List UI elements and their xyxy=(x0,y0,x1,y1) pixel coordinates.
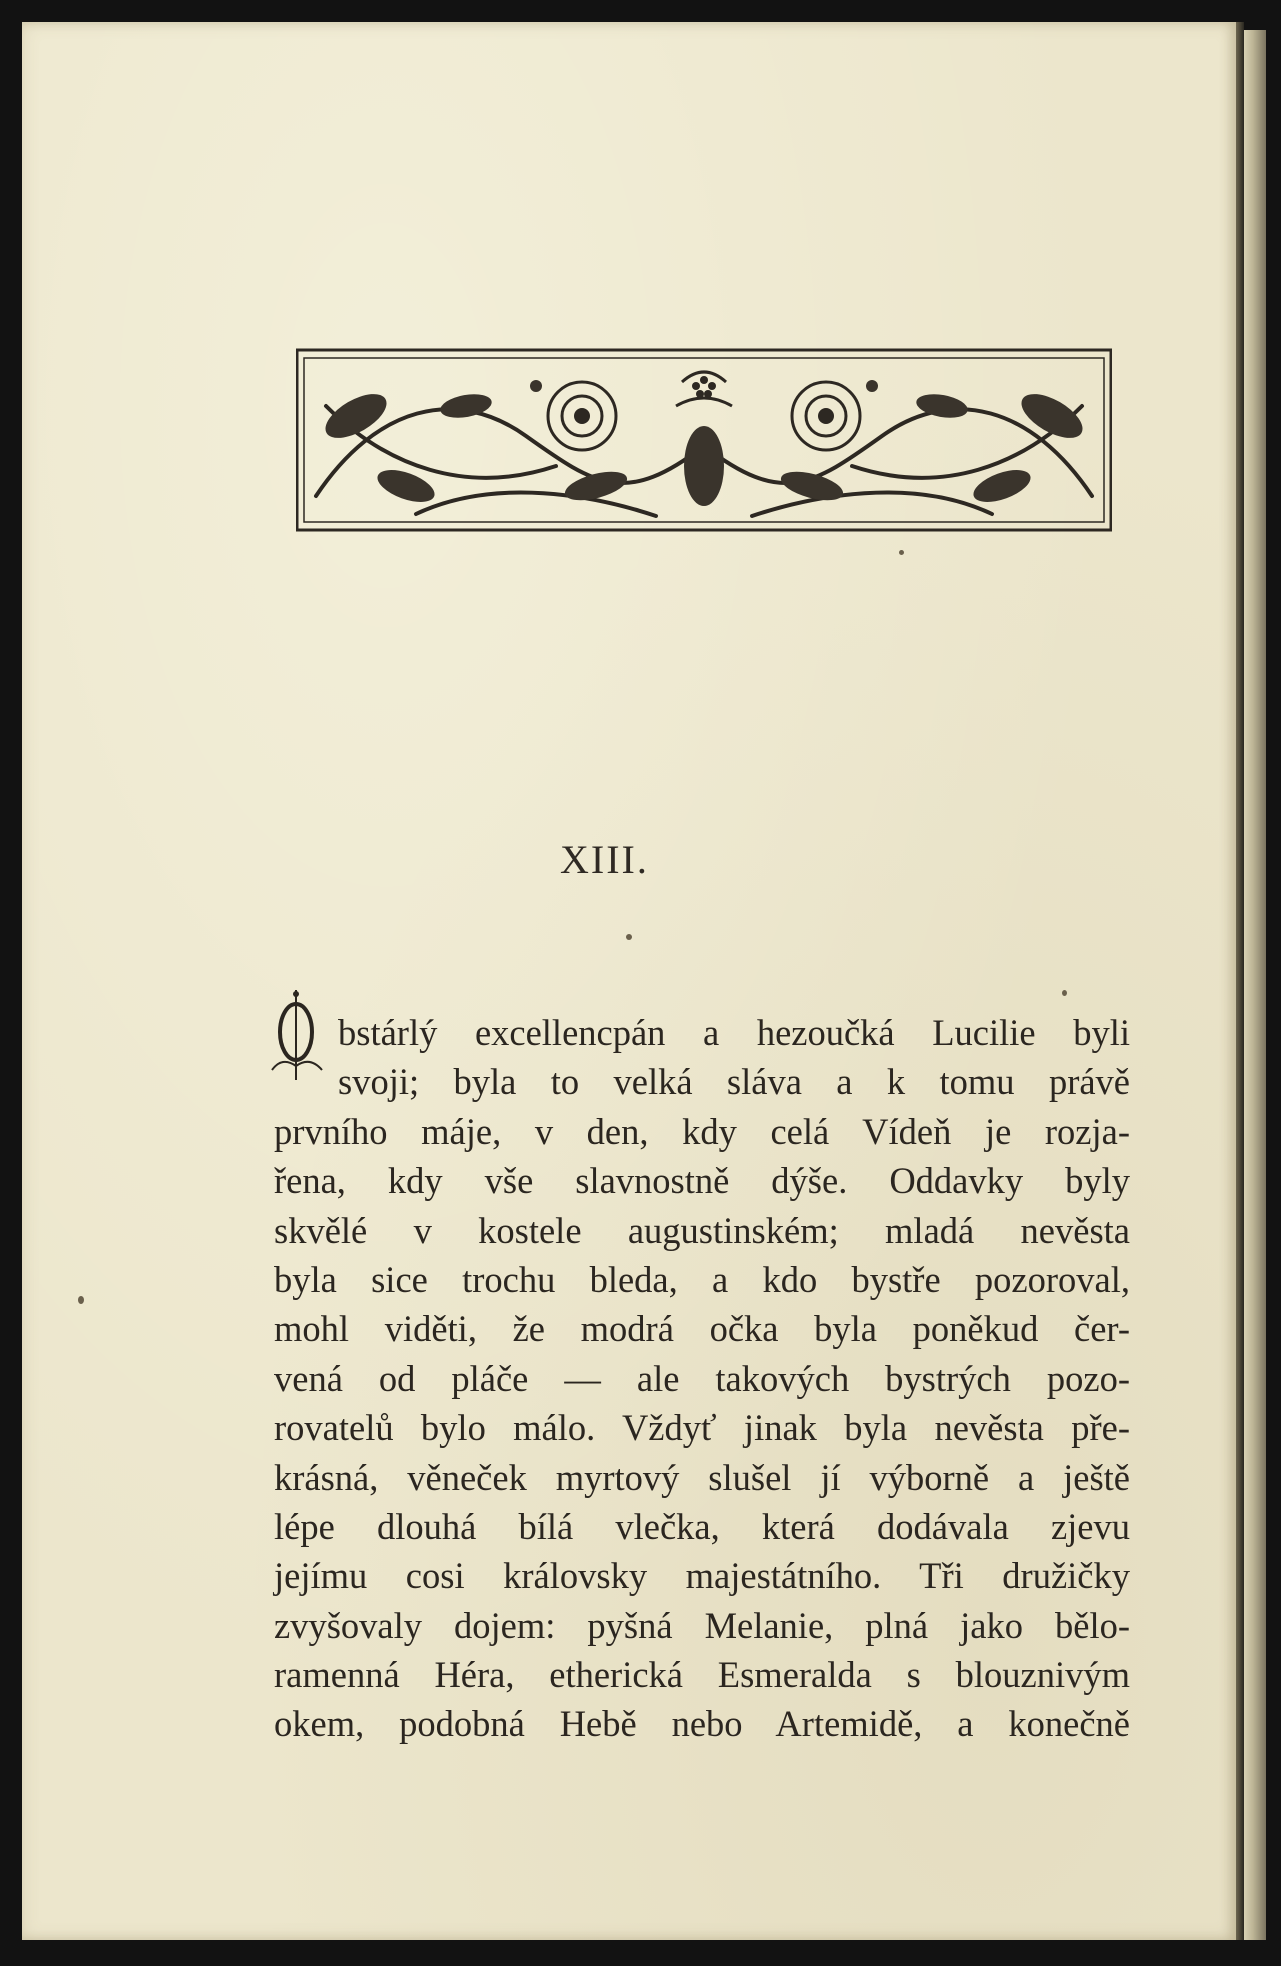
text-line: skvělé v kostele augustinském; mladá nevěsta xyxy=(274,1209,1130,1251)
text-line: bstárlý excellencpán a hezoučká Lucilie byli xyxy=(338,1012,1130,1053)
text-line: řena, kdy vše slavnostně dýše. Oddavky byly xyxy=(274,1160,1130,1202)
text-line: svoji; byla to velká sláva a k tomu právě xyxy=(338,1061,1130,1103)
text-line: jejímu cosi královsky majestátního. Tři družičky xyxy=(274,1555,1130,1597)
chapter-paragraph xyxy=(274,1008,1130,1749)
text-line: krásná, věneček myrtový slušel jí výborně a ještě xyxy=(274,1456,1130,1498)
paper-speck xyxy=(78,1296,84,1304)
text-line: mohl viděti, že modrá očka byla poněkud čer- xyxy=(274,1308,1130,1350)
paper-speck xyxy=(899,550,904,555)
text-line: byla sice trochu bleda, a kdo bystře pozoroval, xyxy=(274,1258,1130,1300)
text-line: lépe dlouhá bílá vlečka, která dodávala zjevu xyxy=(274,1505,1130,1547)
paper-speck xyxy=(1062,990,1067,996)
text-line: prvního máje, v den, kdy celá Vídeň je rozja- xyxy=(274,1110,1130,1152)
text-line: ramenná Héra, etherická Esmeralda s blouznivým xyxy=(274,1654,1130,1696)
paper-speck xyxy=(626,934,632,940)
text-line: vená od pláče — ale takových bystrých pozo- xyxy=(274,1357,1130,1399)
text-line: rovatelů bylo málo. Vždyť jinak byla nevěsta pře- xyxy=(274,1407,1130,1449)
text-line: okem, podobná Hebě nebo Artemidě, a konečně xyxy=(274,1703,1130,1745)
page-gutter xyxy=(1236,22,1244,1940)
decorative-headpiece-ornament xyxy=(296,346,1112,536)
page-edge xyxy=(1244,30,1266,1940)
chapter-number: XIII. xyxy=(560,837,649,882)
text-line: zvyšovaly dojem: pyšná Melanie, plná jako bělo- xyxy=(274,1604,1130,1646)
